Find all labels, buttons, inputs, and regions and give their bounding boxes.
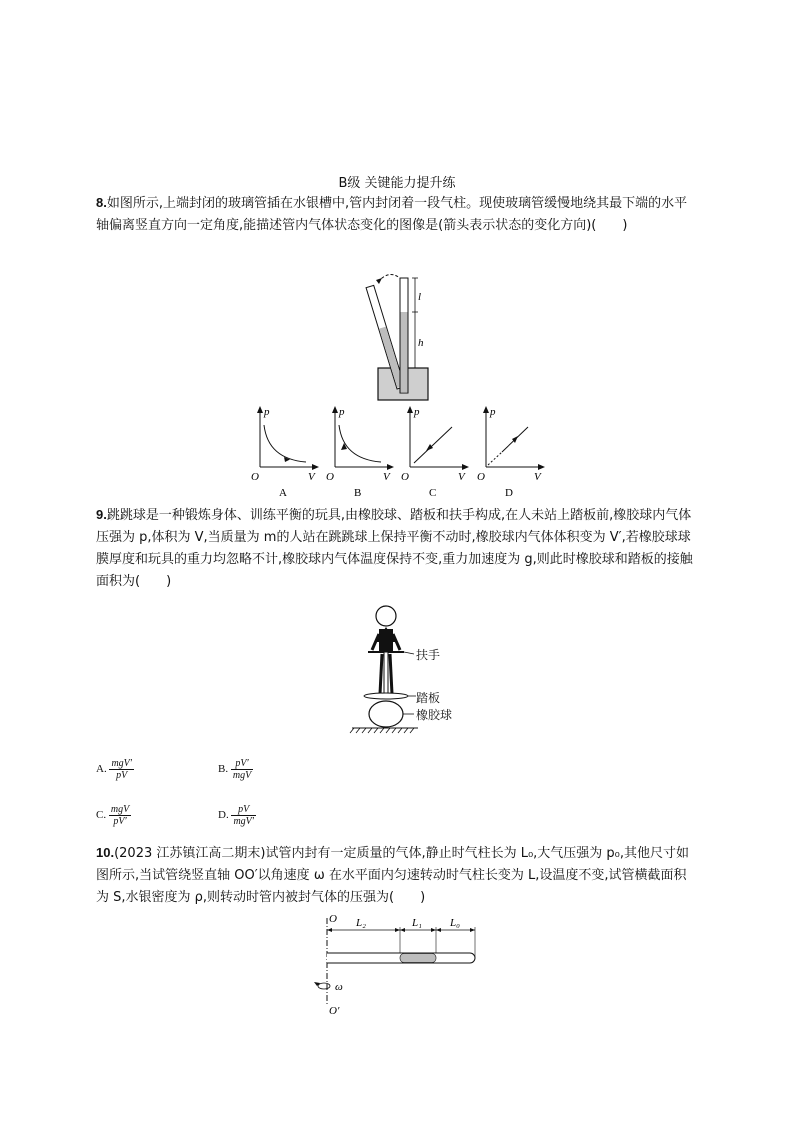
graph-b-y: p — [339, 406, 345, 418]
graph-c-letter: C — [429, 487, 437, 497]
label-l: l — [418, 291, 422, 303]
graph-a-letter: A — [279, 487, 287, 497]
question-9 — [96, 504, 696, 593]
graph-a-y: p — [264, 406, 270, 418]
question-8 — [96, 192, 696, 237]
graph-b-x: V — [383, 471, 390, 483]
graph-d-y: p — [490, 406, 496, 418]
option-letter: A. — [96, 763, 107, 776]
graph-c-y: p — [414, 406, 420, 418]
option-fraction: $\frac{pV'}{\text{mgV}}$ — [232, 758, 252, 781]
label-h: h — [418, 337, 424, 349]
graph-c-x: V — [458, 471, 465, 483]
option-fraction: $\frac{pV}{\text{mgV′}}$ — [233, 804, 254, 827]
label-ball: 橡胶球 — [416, 708, 453, 722]
option-fraction: $\frac{\text{mgV}}{pV'}$ — [110, 804, 130, 827]
graph-d-letter: D — [505, 487, 513, 497]
option-c[interactable] — [96, 804, 131, 827]
label-L1: L₁ — [412, 917, 422, 929]
graph-d — [476, 405, 546, 497]
label-omega: ω — [335, 981, 343, 993]
graph-d-x: V — [534, 471, 541, 483]
label-L0: L₀ — [450, 917, 460, 929]
option-d[interactable] — [218, 804, 256, 827]
graph-c-origin: O — [401, 471, 409, 483]
graph-b-origin: O — [326, 471, 334, 483]
label-pedal: 踏板 — [416, 691, 441, 705]
question-number: 10. — [96, 845, 115, 860]
graph-a-x: V — [308, 471, 315, 483]
graph-a-origin: O — [251, 471, 259, 483]
option-fraction: $\frac{\text{mgV′}}{pV}$ — [111, 758, 132, 781]
tube-in-mercury-figure — [360, 270, 440, 405]
label-O: O — [329, 913, 337, 925]
question-number: 9. — [96, 507, 107, 522]
question-text: 如图所示,上端封闭的玻璃管插在水银槽中,管内封闭着一段气柱。现使玻璃管缓慢地绕其最下端的水平轴偏离竖直方向一定角度,能描述管内气体状态变化的图像是(箭头表示状态的变化方向)( ) — [96, 196, 688, 233]
graph-d-origin: O — [477, 471, 485, 483]
label-L2: L₂ — [356, 917, 366, 929]
question-number: 8. — [96, 195, 107, 210]
graph-a — [250, 405, 320, 497]
option-b[interactable] — [218, 758, 253, 781]
question-text: (2023 江苏镇江高二期末)试管内封有一定质量的气体,静止时气柱长为 L₀,大气压强为 p₀,其他尺寸如图所示,当试管绕竖直轴 OO′以角速度 ω 在水平面内匀速转动时气柱长变为 L,设温度不变,试管横截面积为 S,水银密度为 ρ,则转动时管内被封气体的压强为( ) — [96, 846, 690, 905]
option-letter: D. — [218, 809, 229, 822]
question-text: 跳跳球是一种锻炼身体、训练平衡的玩具,由橡胶球、踏板和扶手构成,在人未站上踏板前,橡胶球内气体压强为 p,体积为 V,当质量为 m的人站在跳跳球上保持平衡不动时,橡胶球内气体体积变为 V′,若橡胶球球膜厚度和玩具的重力均忽略不计,橡胶球内气体温度保持不变,重力加速度为 g,则此时橡胶球和踏板的接触面积为( ) — [96, 508, 693, 589]
label-O-prime: O′ — [329, 1005, 340, 1014]
question-10 — [96, 842, 696, 909]
graph-c — [400, 405, 470, 497]
graph-b-letter: B — [354, 487, 362, 497]
label-handle: 扶手 — [416, 648, 441, 662]
option-a[interactable] — [96, 758, 134, 781]
graph-b — [325, 405, 395, 497]
option-letter: C. — [96, 809, 107, 822]
section-title: B级 关键能力提升练 — [338, 176, 456, 191]
option-letter: B. — [218, 763, 229, 776]
rotating-tube-figure — [312, 910, 484, 1014]
